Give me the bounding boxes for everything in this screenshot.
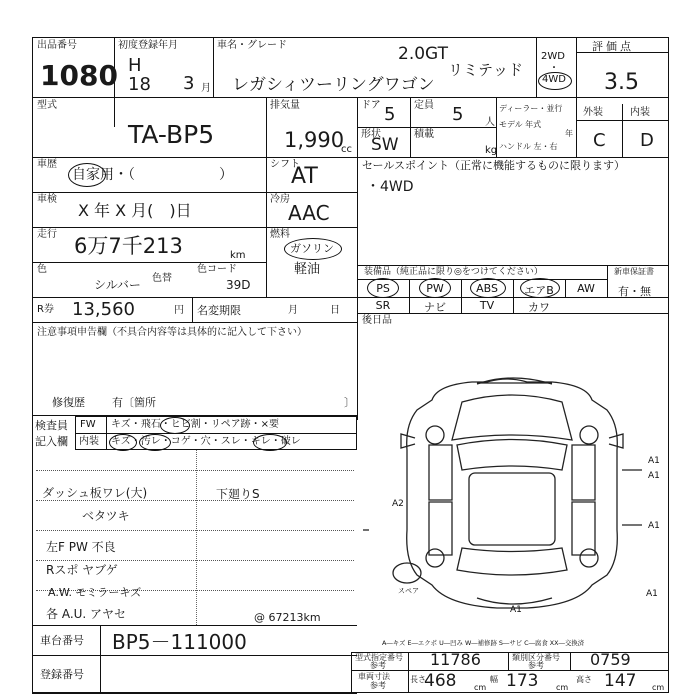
divider [607,265,608,297]
km-unit: km [230,250,246,261]
divider [408,652,409,693]
later-items-label: 後日品 [362,315,392,326]
color-code: 39D [226,278,251,292]
equip-airbag: エアB [524,284,554,297]
lot-number: 1080 [40,59,118,92]
mileage-label: 走行 [37,229,57,240]
recycle-label: 新車保証書 [614,267,654,276]
size-sub: 参考 [370,681,386,690]
deadline-label: 名変期限 [197,304,241,317]
handle-label: ハンドル 左・右 [499,142,558,151]
equip-leather: カワ [528,301,550,314]
type-cert: 11786 [430,650,481,669]
type-cert-sub: 参考 [370,661,386,670]
divider [32,192,357,193]
fuel-label: 燃料 [270,229,290,240]
repair-label: 修復歴 [52,396,85,409]
sales-label: セールスポイント（正常に機能するものに限ります） [362,159,626,172]
repaint-label: 色替 [152,273,172,284]
reg-year: 18 [128,74,151,95]
class-label: 類別区分番号 [512,653,560,662]
model: TA-BP5 [128,120,215,149]
model-year-label: モデル 年式 [499,120,542,129]
displacement: 1,990 [284,128,345,152]
rating: 3.5 [604,70,639,95]
inspect-value: X 年 X 月( )日 [78,201,192,220]
divider [32,262,266,263]
equip-aw: AW [577,282,595,295]
history-label: 車歴 [37,159,57,170]
mileage-note: @ 67213km [254,611,321,624]
divider [192,297,193,322]
history-circle [68,163,106,187]
divider [357,265,669,266]
divider [106,416,107,450]
divider [32,655,357,656]
class-value: 0759 [590,650,631,669]
abs-circle [470,278,506,298]
ps-circle [367,278,399,298]
shape-label: 形状 [361,129,381,140]
drive-2wd: 2WD [541,51,565,62]
divider [357,313,669,314]
equip-ps: PS [376,282,390,295]
chip-circle [160,417,190,434]
model-label: 型式 [37,100,57,111]
dotted-line [36,560,354,561]
era: H [128,55,142,76]
size-label: 車両寸法 [358,672,390,681]
chassis: BP5－111000 [112,630,247,654]
month-unit: 月 [201,83,211,94]
divider [576,52,669,53]
divider [213,37,214,97]
ext-label: 外装 [583,107,603,118]
sales-point: ・4WD [366,179,414,195]
fuel-circle [284,238,342,260]
int-label: 内装 [630,107,650,118]
mark-a1-left: A1 [648,521,660,531]
ac-label: 冷房 [270,194,290,205]
divider [266,97,267,157]
color-code-label: 色コード [197,264,237,275]
capacity-label: 定員 [414,100,434,111]
height: 147 [604,671,637,691]
grade-line2: リミテッド [448,61,524,79]
scratch-circle [109,434,137,451]
car-name: レガシィツーリングワゴン [232,75,435,95]
kg-unit: kg [485,145,498,156]
history-value: 自家用・（ ） [72,167,233,183]
car-diagram [357,330,669,630]
reg-month: 3 [183,73,195,94]
capacity-unit: 人 [485,117,495,128]
class-sub: 参考 [528,661,544,670]
height-unit: cm [652,683,665,692]
mark-a1-rear: A1 [646,589,658,599]
dotted-line [36,530,354,531]
capacity: 5 [452,104,464,125]
reg-label: 登録番号 [40,668,84,681]
mark-a2: A2 [392,499,404,509]
defect-legend: A―キズ E―エクボ U―凹み W―補修跡 S―サビ C―腐食 XX―交換済 [382,639,585,647]
deadline-month: 月 [288,305,298,316]
right-note: 下廻りS [216,487,260,501]
divider [32,97,669,98]
fw-label: FW [80,419,96,430]
note-line4: Rスポ ヤブゲ [46,563,118,577]
equip-sr: SR [375,299,391,312]
mark-a1-right2: A1 [648,471,660,481]
int-grade: D [640,130,654,151]
divider [576,120,669,121]
width-unit: cm [556,683,569,692]
chassis-label: 車台番号 [40,634,84,647]
note-line3: 左F PW 不良 [46,540,116,554]
dot-sep: ・ [549,63,559,74]
equip-navi: ナビ [424,301,446,314]
dotted-line [36,470,354,471]
len: 468 [424,671,457,691]
divider [32,297,669,298]
lot-label: 出品番号 [37,40,77,51]
divider [100,625,101,693]
divider [32,227,357,228]
load-label: 積載 [414,129,434,140]
divider [570,652,571,670]
year-char: 年 [565,129,573,138]
int-items: キズ・汚レ・コゲ・穴・スレ・キレ・破レ [111,436,301,447]
divider [32,625,357,626]
rating-label: 評価点 [592,40,634,53]
width-label: 幅 [490,675,498,684]
divider [32,157,669,158]
equip-label: 装備品（純正品に限り◎をつけてください） [364,267,543,277]
shift: AT [291,164,318,189]
dealer-label: ディーラー・並行 [499,104,563,113]
dotted-divider [196,450,197,625]
equip-pw: PW [426,282,444,295]
doors-label: ドア [361,100,381,111]
first-reg-label: 初度登録年月 [118,40,178,51]
spare-label: スペア [398,587,419,595]
inspect-label: 車検 [37,194,57,205]
fuel-light: 軽油 [294,262,321,277]
note-line2: ベタツキ [82,509,130,523]
dotted-line [36,500,354,501]
equip-tv: TV [479,299,495,312]
divider [536,37,537,97]
recycle-value: 有・無 [618,285,651,298]
stain-circle [139,434,171,451]
type-cert-label: 型式指定番号 [355,653,403,662]
len-unit: cm [474,683,487,692]
fuel-gas: ガソリン [290,242,334,255]
notes-label: 注意事項申告欄（不具合内容等は具体的に記入して下さい） [37,327,307,338]
color: シルバー [94,278,141,292]
scuff-circle [253,434,287,451]
ext-items: キズ・飛石・ヒビ割・リペア跡・×要 [111,419,279,430]
color-label: 色 [37,264,47,275]
grade-line1: 2.0GT [398,44,448,64]
mileage: 6万7千213 [74,234,183,258]
ticket-label: R券 [37,304,54,315]
repair-value: 有〔箇所 [112,396,156,409]
mark-a1-bottom: A1 [510,605,522,615]
note-line6: 各 A.U. アヤセ [46,607,127,621]
ac: AAC [288,201,330,225]
len-label: 長さ [410,675,426,684]
cc-unit: cc [341,144,352,155]
interior-label: 内装 [79,436,99,447]
divider [32,322,357,323]
mark-a1-right: A1 [648,456,660,466]
note-line1: ダッシュ板ワレ(大) [42,486,148,500]
displacement-label: 排気量 [270,100,300,111]
repair-bracket: 〕 [344,396,355,409]
doors: 5 [384,104,396,125]
divider [32,693,357,694]
width: 173 [506,671,539,691]
ticket-amount: 13,560 [72,299,135,320]
name-label: 車名・グレード [217,40,287,51]
equip-abs: ABS [476,282,498,295]
note-line5: A.W. モミラーキズ [48,586,142,599]
height-label: 高さ [576,675,592,684]
divider [357,127,496,128]
drive-4wd: 4WD [542,74,566,85]
entry-label: 記入欄 [35,435,68,448]
inspector-label: 検査員 [35,419,68,432]
airbag-circle [520,278,560,298]
divider [508,652,509,670]
ext-grade: C [593,130,606,151]
yen-unit: 円 [174,305,184,316]
shift-label: シフト [270,159,300,170]
pw-circle [419,278,451,298]
deadline-day: 日 [330,305,340,316]
divider [622,104,623,157]
shape: SW [371,135,399,155]
